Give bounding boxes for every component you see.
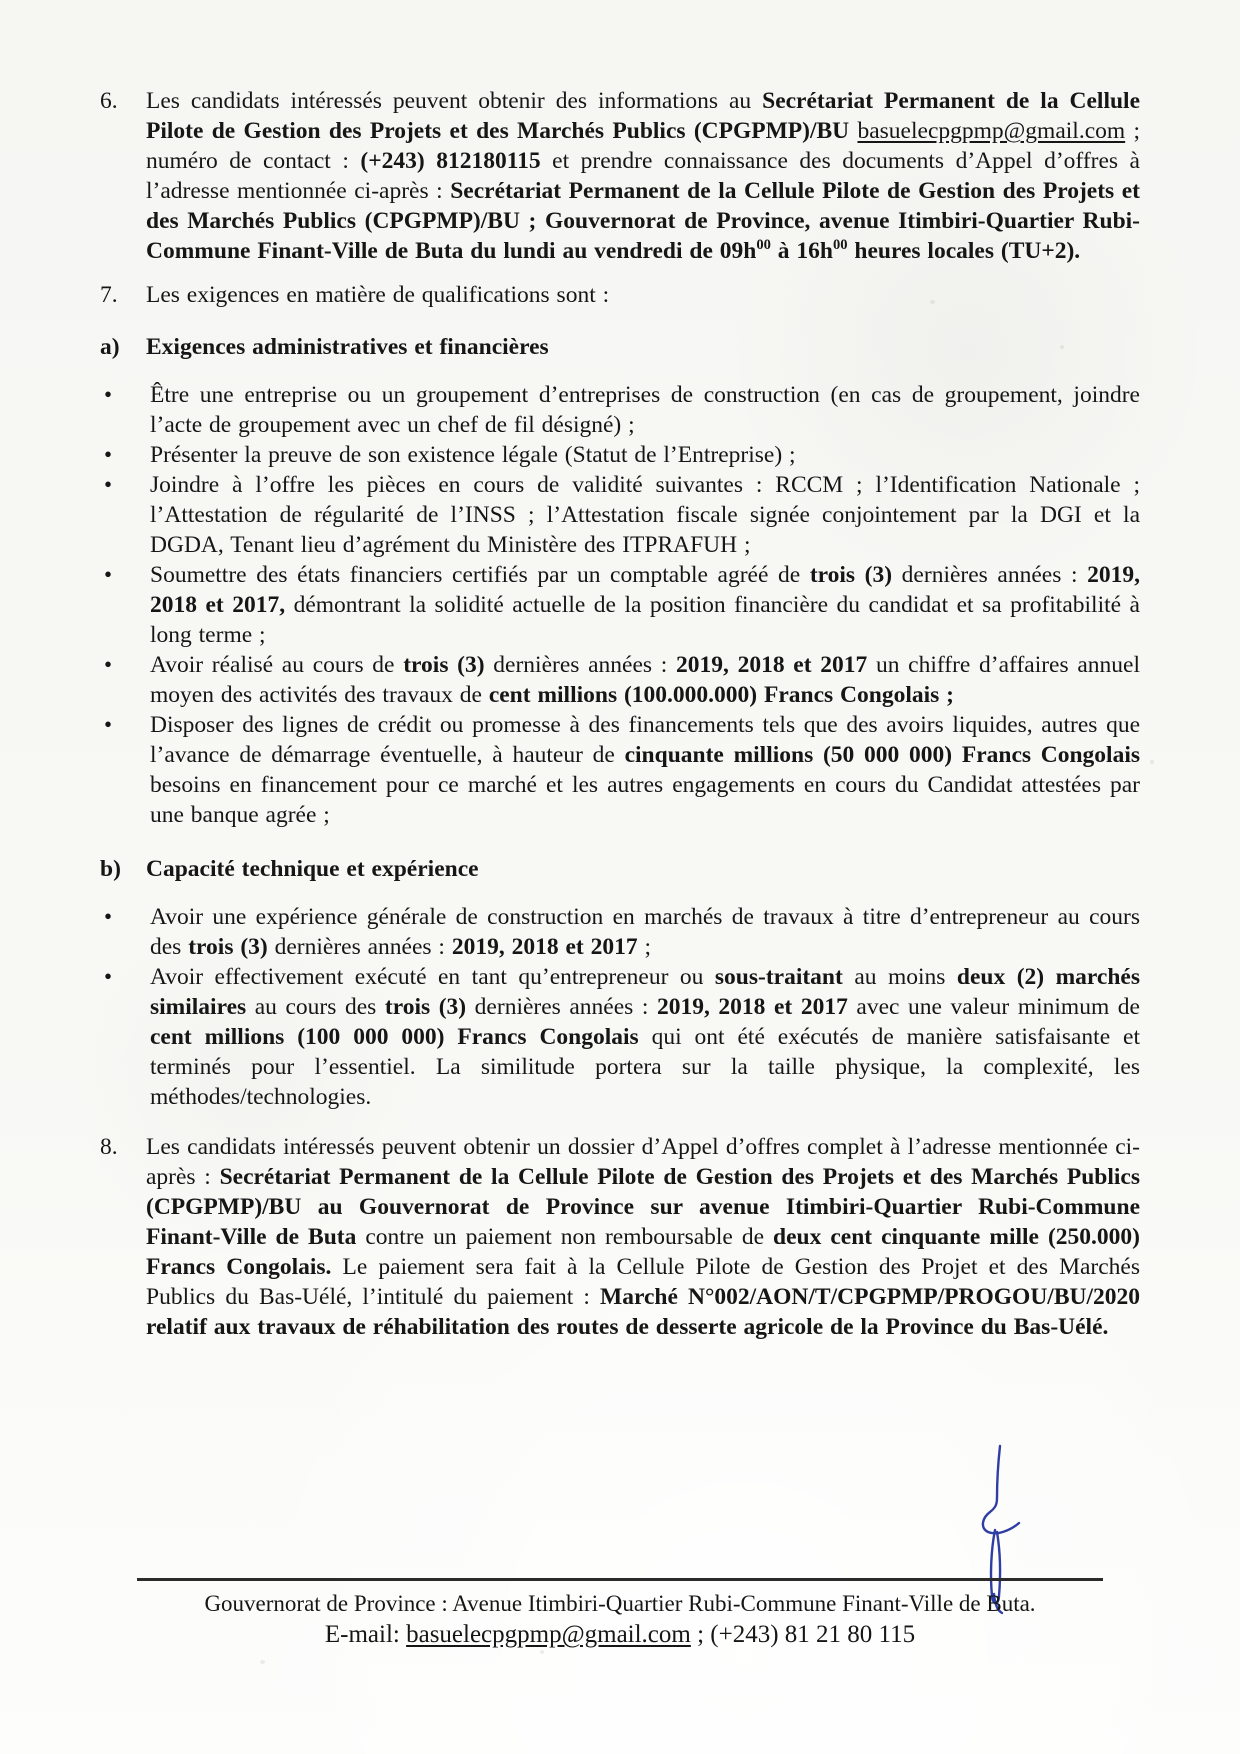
text-run: besoins en financement pour ce marché et les autres engagements en cours du Candidat attestées par une banque agrée ; xyxy=(150,772,1140,828)
scan-noise-speck xyxy=(260,1660,265,1664)
text-run: 2019, 2018 et 2017, xyxy=(150,562,1140,618)
section-heading-b xyxy=(100,854,1140,884)
text-run: 2019, 2018 et 2017 xyxy=(656,994,848,1020)
item-text xyxy=(146,86,1140,266)
text-run: trois (3) xyxy=(384,994,467,1020)
text-run: Secrétariat Permanent de la Cellule Pilote de Gestion des Projets et des Marchés Publics (CPGPMP)/BU ; Gouvernorat de Province, avenue Itimbiri-Quartier Rubi-Commune Finant-Ville de Buta du lundi au vendredi de 09h xyxy=(146,178,1140,264)
text-run: Secrétariat Permanent de la Cellule Pilote de Gestion des Projets et des Marchés Publics (CPGPMP)/BU au Gouvernorat de Province sur avenue Itimbiri-Quartier Rubi-Commune Finant-Ville de Buta xyxy=(146,1164,1140,1250)
text-run: 2019, 2018 et 2017 xyxy=(675,652,868,678)
footer-contact xyxy=(137,1619,1103,1651)
item-number: 8. xyxy=(100,1134,118,1160)
text-run: Disposer des lignes de crédit ou promesse à des financements tels que des avoirs liquides, autres que l’avance de démarrage éventuelle, à hauteur de xyxy=(150,712,1140,768)
text-run: cent millions (100.000.000) Francs Congolais ; xyxy=(488,682,955,708)
numbered-item-6 xyxy=(100,86,1140,266)
text-run: avec une valeur minimum de xyxy=(847,994,1140,1020)
page-footer xyxy=(137,1578,1103,1651)
text-run: E-mail: xyxy=(324,1621,407,1648)
numbered-item-8 xyxy=(100,1132,1140,1342)
numbered-item-7 xyxy=(100,280,1140,310)
text-run: 00 xyxy=(756,237,771,254)
item-text xyxy=(146,854,1140,884)
item-text xyxy=(150,710,1140,830)
text-run: dernières années : xyxy=(892,562,1088,588)
bullet-item xyxy=(100,470,1140,560)
item-text xyxy=(146,1132,1140,1342)
item-text xyxy=(146,280,1140,310)
text-run: ; (+243) 81 21 80 115 xyxy=(690,1621,916,1648)
bullet-icon: • xyxy=(104,472,113,497)
bullet-item xyxy=(100,710,1140,830)
text-run: démontrant la solidité actuelle de la position financière du candidat et sa profitabilité à long terme ; xyxy=(150,592,1140,648)
email-text: basuelecpgpmp@gmail.com xyxy=(857,118,1126,144)
scan-noise-speck xyxy=(1150,760,1154,764)
item-text xyxy=(150,380,1140,440)
text-run: Les candidats intéressés peuvent obtenir des informations au xyxy=(146,88,763,114)
footer-address xyxy=(137,1589,1103,1619)
footer-divider-line xyxy=(137,1578,1103,1581)
item-text xyxy=(150,470,1140,560)
text-run: Marché N°002/AON/T/CPGPMP/PROGOU/BU/2020 relatif aux travaux de réhabilitation des routes de desserte agricole de la Province du Bas-Uélé. xyxy=(146,1284,1140,1340)
text-run: (+243) 812180115 xyxy=(360,148,541,174)
text-run: au cours des xyxy=(246,994,385,1020)
text-run: Exigences administratives et financières xyxy=(146,334,549,360)
bullet-item xyxy=(100,902,1140,962)
text-run: dernières années : xyxy=(484,652,676,678)
document-body xyxy=(100,86,1140,1342)
text-run: Avoir réalisé au cours de xyxy=(150,652,404,678)
text-run: deux (2) marchés similaires xyxy=(150,964,1140,1020)
bullet-item xyxy=(100,440,1140,470)
text-run: ; numéro de contact : xyxy=(146,118,1141,174)
item-text xyxy=(150,962,1140,1112)
section-heading-a xyxy=(100,332,1140,362)
item-text xyxy=(150,440,1140,470)
text-run: Joindre à l’offre les pièces en cours de validité suivantes : RCCM ; l’Identification Nationale ; l’Attestation de régularité de l’INSS ; l’Attestation fiscale signée conjointement par la DGI et la DGDA, Tenant lieu d’agrément du Ministère des ITPRAFUH ; xyxy=(150,472,1140,558)
text-run: à 16h xyxy=(770,238,833,264)
text-run: sous-traitant xyxy=(714,964,843,990)
text-run: trois (3) xyxy=(188,934,268,960)
text-run: Le paiement sera fait à la Cellule Pilote de Gestion des Projet et des Marchés Publics du Bas-Uélé, l’intitulé du paiement : xyxy=(146,1254,1140,1310)
text-run: Secrétariat Permanent de la Cellule Pilote de Gestion des Projets et des Marchés Publics (CPGPMP)/BU xyxy=(146,88,1140,144)
text-run: Soumettre des états financiers certifiés par un comptable agréé de xyxy=(150,562,810,588)
bullet-item xyxy=(100,962,1140,1112)
bullet-icon: • xyxy=(104,712,113,737)
text-run: heures locales (TU+2). xyxy=(847,238,1081,264)
text-run: Les candidats intéressés peuvent obtenir un dossier d’Appel d’offres complet à l’adresse mentionnée ci-après : xyxy=(146,1134,1140,1190)
text-run: trois (3) xyxy=(403,652,485,678)
bullet-icon: • xyxy=(104,652,113,677)
item-text xyxy=(150,902,1140,962)
item-text xyxy=(146,332,1140,362)
text-run: Avoir effectivement exécuté en tant qu’entrepreneur ou xyxy=(150,964,715,990)
text-run: contre un paiement non remboursable de xyxy=(356,1224,774,1250)
text-run: un chiffre d’affaires annuel moyen des activités des travaux de xyxy=(150,652,1140,708)
heading-label: b) xyxy=(100,856,121,882)
item-number: 7. xyxy=(100,282,118,308)
bullet-item xyxy=(100,560,1140,650)
item-text xyxy=(150,650,1140,710)
bullet-icon: • xyxy=(104,904,113,929)
text-run: 00 xyxy=(832,237,848,254)
text-run: Les exigences en matière de qualifications sont : xyxy=(146,282,610,308)
bullet-icon: • xyxy=(104,964,113,989)
bullet-icon: • xyxy=(104,442,113,467)
text-run: Être une entreprise ou un groupement d’entreprises de construction (en cas de groupement, joindre l’acte de groupement avec un chef de fil désigné) ; xyxy=(150,382,1140,438)
item-number: 6. xyxy=(100,88,118,114)
text-run: au moins xyxy=(842,964,957,990)
text-run: cent millions (100 000 000) Francs Congolais xyxy=(150,1024,639,1050)
text-run: cinquante millions (50 000 000) Francs Congolais xyxy=(624,742,1140,768)
text-run: qui ont été exécutés de manière satisfaisante et terminés pour l’essentiel. La similitude portera sur la taille physique, la complexité, les méthodes/technologies. xyxy=(150,1024,1140,1110)
text-run: Capacité technique et expérience xyxy=(146,856,479,882)
text-run: dernières années : xyxy=(267,934,452,960)
bullet-icon: • xyxy=(104,382,113,407)
email-text: basuelecpgpmp@gmail.com xyxy=(406,1621,691,1648)
text-run: dernières années : xyxy=(466,994,657,1020)
text-run: Gouvernorat de Province : Avenue Itimbiri-Quartier Rubi-Commune Finant-Ville de Buta. xyxy=(204,1591,1036,1616)
heading-label: a) xyxy=(100,334,120,360)
item-text xyxy=(150,560,1140,650)
text-run: 2019, 2018 et 2017 xyxy=(451,934,638,960)
text-run: ; xyxy=(637,934,652,960)
bullet-icon: • xyxy=(104,562,113,587)
text-run: et prendre connaissance des documents d’Appel d’offres à l’adresse mentionnée ci-après : xyxy=(146,148,1140,204)
text-run: Avoir une expérience générale de construction en marchés de travaux à titre d’entrepreneur au cours des xyxy=(150,904,1140,960)
bullet-item xyxy=(100,650,1140,710)
text-run: Présenter la preuve de son existence légale (Statut de l’Entreprise) ; xyxy=(150,442,796,468)
text-run: trois (3) xyxy=(809,562,893,588)
bullet-item xyxy=(100,380,1140,440)
text-run: deux cent cinquante mille (250.000) Francs Congolais. xyxy=(146,1224,1140,1280)
